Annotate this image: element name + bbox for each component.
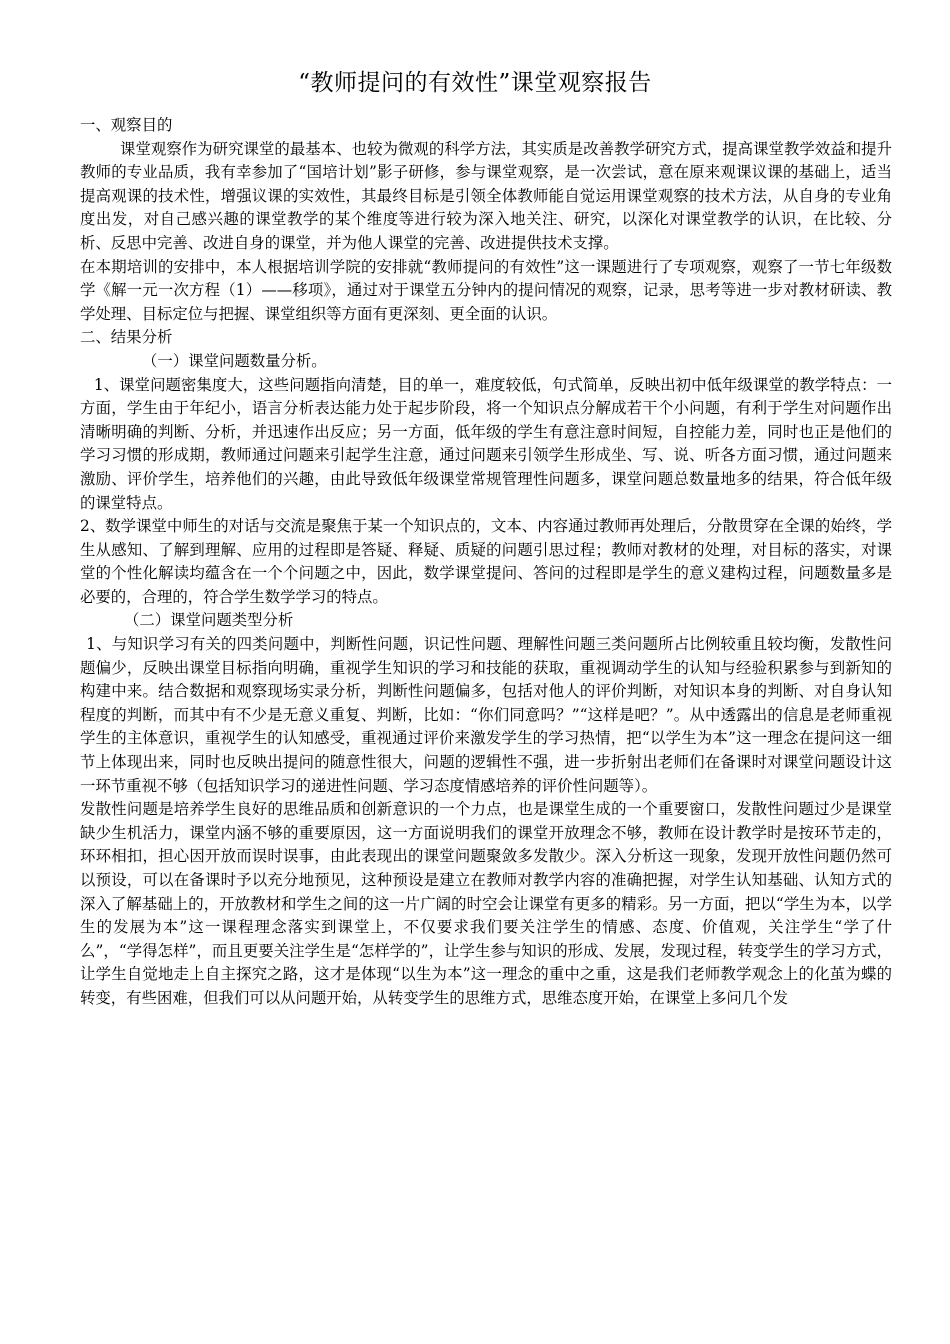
document-body (80, 114, 892, 1011)
subheading-question-quantity: （一）课堂问题数量分析。 (142, 351, 327, 370)
section-heading-results: 二、结果分析 (80, 328, 173, 347)
document-title: “教师提问的有效性”课堂观察报告 (298, 70, 652, 96)
paragraph-purpose-1: 课堂观察作为研究课堂的最基本、也较为微观的科学方法，其实质是改善教学研究方式，提高课堂教学效益和提升教师的专业品质，我有幸参加了“国培计划”影子研修，参与课堂观察，是一次尝试，意在原来观课议课的基础上，适当提高观课的技术性，增强议课的实效性，其最终目标是引领全体教师能自觉运用课堂观察的技术方法，从自身的专业角度出发，对自己感兴趣的课堂教学的某个维度等进行较为深入地关注、研究，以深化对课堂教学的认识，在比较、分析、反思中完善、改进自身的课堂，并为他人课堂的完善、改进提供技术支撑。 (80, 139, 892, 252)
paragraph-quantity-2: 2、数学课堂中师生的对话与交流是聚焦于某一个知识点的，文本、内容通过教师再处理后，分散贯穿在全课的始终，学生从感知、了解到理解、应用的过程即是答疑、释疑、质疑的问题引思过程；教师对教材的处理，对目标的落实，对课堂的个性化解读均蕴含在一个个问题之中，因此，数学课堂提问、答问的过程即是学生的意义建构过程，问题数量多是必要的，合理的，符合学生数学学习的特点。 (80, 517, 892, 606)
paragraph-quantity-1: 1、课堂问题密集度大，这些问题指向清楚，目的单一，难度较低，句式简单，反映出初中低年级课堂的教学特点：一方面，学生由于年纪小，语言分析表达能力处于起步阶段，将一个知识点分解成若干个小问题，有利于学生对问题作出清晰明确的判断、分析，并迅速作出反应；另一方面，低年级的学生有意注意时间短，自控能力差，同时也正是他们的学习习惯的形成期，教师通过问题来引起学生注意，通过问题来引领学生形成坐、写、说、听各方面习惯，通过问题来激励、评价学生，培养他们的兴趣，由此导致低年级课堂常规管理性问题多，课堂问题总数量地多的结果，符合低年级的课堂特点。 (80, 375, 892, 512)
paragraph-types-1: 1、与知识学习有关的四类问题中，判断性问题，识记性问题、理解性问题三类问题所占比例较重且较均衡，发散性问题偏少，反映出课堂目标指向明确，重视学生知识的学习和技能的获取，重视调动学生的认知与经验积累参与到新知的构建中来。结合数据和观察现场实录分析，判断性问题偏多，包括对他人的评价判断，对知识本身的判断、对自身认知程度的判断，而其中有不少是无意义重复、判断，比如：“你们同意吗？”“这样是吧？”。从中透露出的信息是老师重视学生的主体意识，重视学生的认知感受，重视通过评价来激发学生的学习热情，把“以学生为本”这一理念在提问这一细节上体现出来，同时也反映出提问的随意性很大，问题的逻辑性不强，进一步折射出老师们在备课时对课堂问题设计这一环节重视不够（包括知识学习的递进性问题、学习态度情感培养的评价性问题等）。 (80, 635, 892, 795)
paragraph-types-2: 发散性问题是培养学生良好的思维品质和创新意识的一个力点，也是课堂生成的一个重要窗口，发散性问题过少是课堂缺少生机活力，课堂内涵不够的重要原因，这一方面说明我们的课堂开放理念不够，教师在设计教学时是按环节走的，环环相扣，担心因开放而误时误事，由此表现出的课堂问题聚敛多发散少。深入分析这一现象，发现开放性问题仍然可以预设，可以在备课时予以充分地预见，这种预设是建立在教师对教学内容的准确把握，对学生认知基础、认知方式的深入了解基础上的，开放教材和学生之间的这一片广阔的时空会让课堂有更多的精彩。另一方面，把以“学生为本，以学生的发展为本”这一课程理念落实到课堂上，不仅要求我们要关注学生的情感、态度、价值观，关注学生“学了什么”，“学得怎样”，而且更要关注学生是“怎样学的”，让学生参与知识的形成、发展，发现过程，转变学生的学习方式，让学生自觉地走上自主探究之路，这才是体现“以生为本”这一理念的重中之重，这是我们老师教学观念上的化茧为蝶的转变，有些困难，但我们可以从问题开始，从转变学生的思维方式，思维态度开始，在课堂上多问几个发 (80, 800, 892, 1007)
paragraph-purpose-2: 在本期培训的安排中，本人根据培训学院的安排就“教师提问的有效性”这一课题进行了专项观察，观察了一节七年级数学《解一元一次方程（1）——移项》，通过对于课堂五分钟内的提问情况的观察，记录，思考等进一步对教材研读、教学处理、目标定位与把握、课堂组织等方面有更深刻、更全面的认识。 (80, 257, 892, 323)
subheading-question-types: （二）课堂问题类型分析 (124, 611, 294, 630)
section-heading-purpose: 一、观察目的 (80, 116, 173, 134)
